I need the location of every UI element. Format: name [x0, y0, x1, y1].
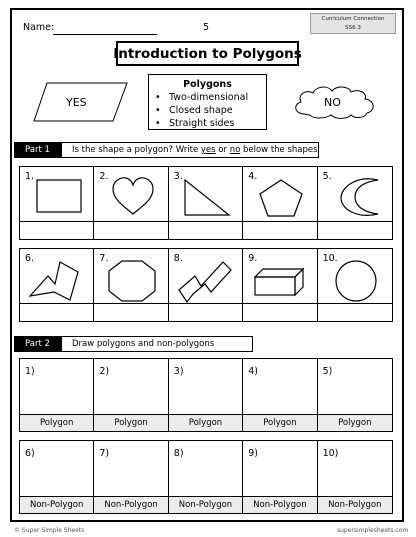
right-triangle-icon	[182, 178, 232, 218]
polygon-label: Polygon	[318, 414, 392, 431]
name-field[interactable]	[53, 34, 157, 35]
answer-field[interactable]	[169, 221, 242, 239]
polygon-label: Polygon	[169, 414, 242, 431]
shape-number: 7.	[99, 253, 109, 264]
shape-cell	[20, 249, 94, 321]
draw-number: 7)	[99, 448, 110, 459]
answer-field[interactable]	[318, 303, 392, 321]
draw-cell[interactable]	[318, 359, 392, 431]
answer-field[interactable]	[20, 221, 93, 239]
footer-website-link[interactable]: supersimplesheets.com	[337, 527, 409, 534]
shape-number: 10.	[322, 253, 338, 264]
draw-cell[interactable]	[169, 441, 243, 513]
name-label: Name:	[23, 22, 55, 33]
rectangular-prism-icon	[253, 265, 309, 299]
shape-cell	[169, 167, 243, 239]
definition-bullet: • Closed shape	[155, 105, 233, 116]
answer-field[interactable]	[94, 303, 167, 321]
answer-field[interactable]	[94, 221, 167, 239]
non-polygon-label: Non-Polygon	[94, 496, 167, 513]
shape-cell	[20, 167, 94, 239]
irregular-polygon-icon	[26, 258, 82, 302]
draw-cell[interactable]	[94, 359, 168, 431]
draw-cell[interactable]	[318, 441, 392, 513]
page-title: Introduction to Polygons	[116, 41, 299, 66]
non-polygon-label: Non-Polygon	[318, 496, 392, 513]
draw-number: 1)	[25, 366, 35, 377]
crescent-icon	[335, 177, 381, 217]
part1-row1	[19, 166, 393, 240]
shape-number: 9.	[248, 253, 258, 264]
part2-label: Part 2	[14, 336, 62, 352]
non-polygon-label: Non-Polygon	[20, 496, 93, 513]
part1-header	[14, 142, 319, 158]
shape-number: 2.	[99, 171, 109, 182]
draw-number: 5)	[322, 366, 333, 377]
shape-number: 5.	[322, 171, 332, 182]
draw-cell[interactable]	[243, 359, 317, 431]
shape-number: 6.	[25, 253, 35, 264]
draw-number: 4)	[248, 366, 258, 377]
draw-number: 6)	[25, 448, 35, 459]
part2-instruction: Draw polygons and non-polygons	[62, 336, 253, 352]
curriculum-connection-badge	[310, 13, 396, 34]
part1-instruction: Is the shape a polygon? Write yes or no below the shapes	[62, 142, 319, 158]
non-polygon-label: Non-Polygon	[243, 496, 316, 513]
part1-label: Part 1	[14, 142, 62, 158]
answer-field[interactable]	[20, 303, 93, 321]
draw-cell[interactable]	[20, 441, 94, 513]
shape-number: 4.	[248, 171, 258, 182]
shape-cell	[318, 249, 392, 321]
polygon-label: Polygon	[94, 414, 167, 431]
polygon-definition-box	[148, 74, 267, 130]
no-label: NO	[324, 96, 341, 109]
definition-title: Polygons	[183, 79, 232, 90]
definition-bullet: • Straight sides	[155, 118, 235, 129]
definition-bullet: • Two-dimensional	[155, 92, 249, 103]
answer-field[interactable]	[169, 303, 242, 321]
polygon-label: Polygon	[243, 414, 316, 431]
shape-number: 1.	[25, 171, 35, 182]
non-polygon-label: Non-Polygon	[169, 496, 242, 513]
curriculum-title: Curriculum Connection	[321, 16, 385, 22]
draw-cell[interactable]	[94, 441, 168, 513]
shape-cell	[94, 167, 168, 239]
draw-number: 10)	[322, 448, 339, 459]
answer-field[interactable]	[243, 221, 316, 239]
draw-number: 8)	[173, 448, 184, 459]
draw-number: 3)	[173, 366, 184, 377]
pentagon-icon	[258, 178, 304, 218]
draw-number: 2)	[99, 366, 110, 377]
shape-cell	[94, 249, 168, 321]
rectangle-icon	[36, 179, 82, 213]
circle-icon	[333, 258, 379, 304]
part2-row1	[19, 358, 393, 432]
zigzag-polygon-icon	[175, 258, 235, 304]
page-number: 5	[203, 22, 210, 33]
draw-cell[interactable]	[20, 359, 94, 431]
octagon-icon	[106, 259, 160, 303]
draw-cell[interactable]	[169, 359, 243, 431]
part2-row2	[19, 440, 393, 514]
shape-cell	[169, 249, 243, 321]
answer-field[interactable]	[318, 221, 392, 239]
draw-cell[interactable]	[243, 441, 317, 513]
footer-copyright: © Super Simple Sheets	[14, 527, 85, 534]
polygon-label: Polygon	[20, 414, 93, 431]
curriculum-code: SS6.3	[345, 25, 361, 31]
shape-cell	[243, 167, 317, 239]
part2-header	[14, 336, 253, 352]
part1-row2	[19, 248, 393, 322]
shape-number: 3.	[173, 171, 183, 182]
shape-cell	[318, 167, 392, 239]
yes-label: YES	[66, 96, 87, 109]
heart-icon	[111, 176, 155, 216]
shape-number: 8.	[173, 253, 183, 264]
answer-field[interactable]	[243, 303, 316, 321]
draw-number: 9)	[248, 448, 258, 459]
shape-cell	[243, 249, 317, 321]
